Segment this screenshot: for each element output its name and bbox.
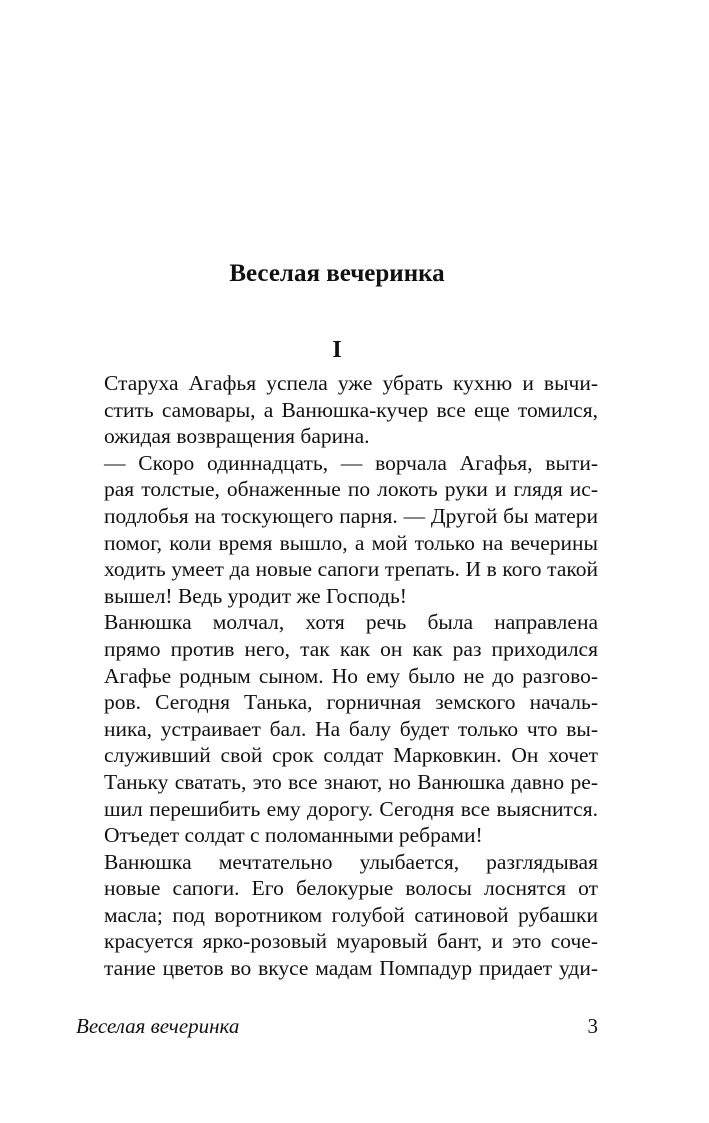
paragraph xyxy=(76,370,598,450)
text-line: вышел! Ведь уродит же Господь! xyxy=(104,583,407,608)
text-line: подлобья на тоскующего парня. — Другой бы матери xyxy=(104,503,598,528)
paragraph xyxy=(76,450,598,610)
text-line: — Скоро одиннадцать, — ворчала Агафья, выти- xyxy=(104,450,598,475)
text-line: рая толстые, обнаженные по локоть руки и глядя ис- xyxy=(104,477,598,502)
text-line: Таньку сватать, это все знают, но Ванюшка давно ре- xyxy=(104,769,598,794)
text-line: стить самовары, а Ванюшка-кучер все еще томился, xyxy=(104,397,598,422)
body-text xyxy=(76,370,598,982)
page-footer xyxy=(76,1012,598,1040)
chapter-title: Веселая вечеринка xyxy=(229,260,445,287)
paragraph xyxy=(76,609,598,848)
text-line: Ванюшка мечтательно улыбается, разглядывая xyxy=(104,849,598,874)
text-line: ров. Сегодня Танька, горничная земского началь- xyxy=(104,690,598,715)
text-line: Старуха Агафья успела уже убрать кухню и вычи- xyxy=(104,371,598,395)
text-line: служивший свой срок солдат Марковкин. Он хочет xyxy=(104,743,598,768)
text-line: красуется ярко-розовый муаровый бант, и это соче- xyxy=(104,929,598,954)
text-line: тание цветов во вкусе мадам Помпадур придает уди- xyxy=(104,956,598,981)
text-line: Ванюшка молчал, хотя речь была направлена xyxy=(104,610,598,635)
section-number: I xyxy=(332,337,342,363)
text-line: шил перешибить ему дорогу. Сегодня все выяснится. xyxy=(104,796,598,821)
running-title: Веселая вечеринка xyxy=(76,1014,240,1038)
paragraph xyxy=(76,849,598,982)
text-line: новые сапоги. Его белокурые волосы лоснятся от xyxy=(104,876,598,901)
text-line: прямо против него, так как он как раз приходился xyxy=(104,636,598,661)
text-line: помог, коли время вышло, а мой только на вечерины xyxy=(104,530,598,555)
text-line: масла; под воротником голубой сатиновой рубашки xyxy=(104,902,598,927)
text-line: ника, устраивает бал. На балу будет только что вы- xyxy=(104,716,598,741)
text-line: ожидая возвращения барина. xyxy=(104,424,370,449)
text-line: Агафье родным сыном. Но ему было не до разгово- xyxy=(104,663,598,688)
page-number: 3 xyxy=(587,1014,598,1038)
text-line: Отъедет солдат с поломанными ребрами! xyxy=(104,823,483,848)
text-line: ходить умеет да новые сапоги трепать. И в кого такой xyxy=(104,557,598,582)
